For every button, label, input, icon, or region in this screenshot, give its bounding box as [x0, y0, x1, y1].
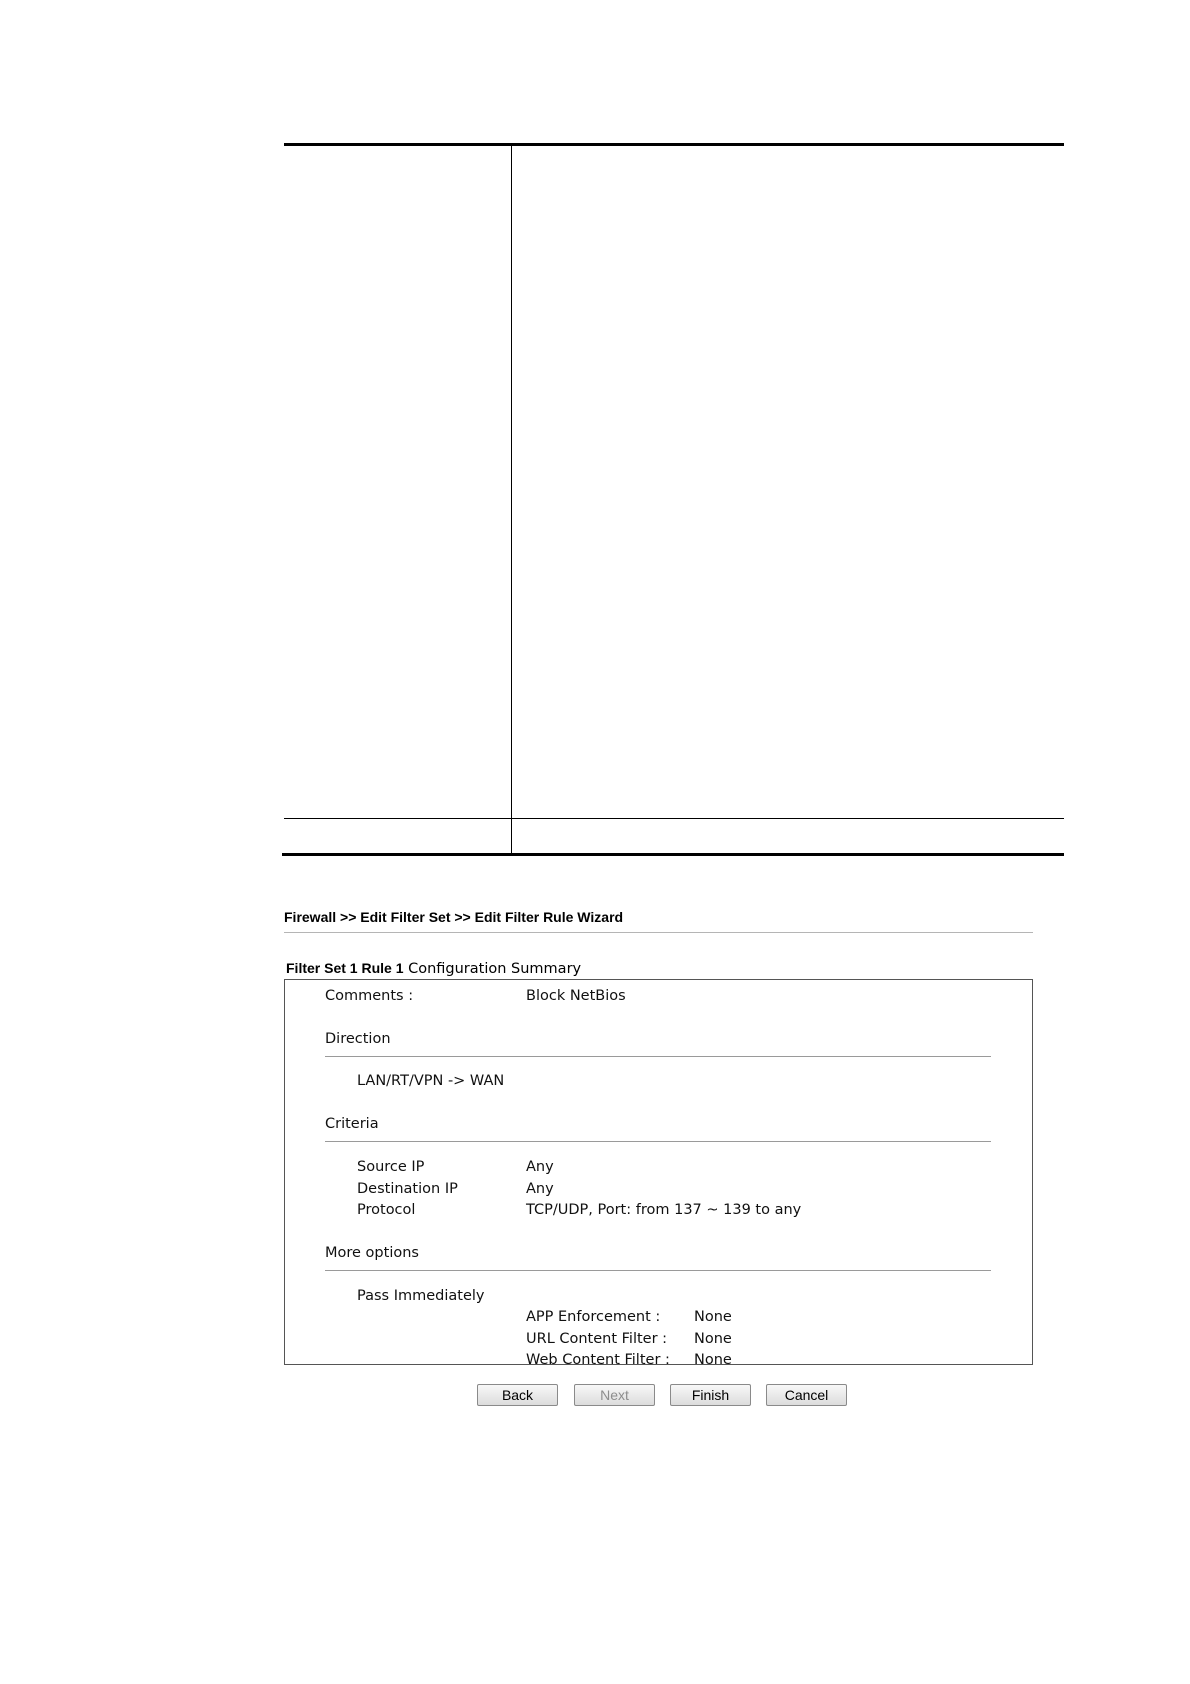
summary-title: [286, 960, 581, 977]
criteria-heading: Criteria: [325, 1116, 379, 1132]
summary-title-rest: Configuration Summary: [403, 961, 582, 977]
cancel-button[interactable]: Cancel: [766, 1384, 847, 1406]
protocol-label: Protocol: [357, 1202, 416, 1218]
url-content-filter-label: URL Content Filter :: [526, 1331, 668, 1347]
table-column-divider: [511, 143, 512, 856]
comments-value: Block NetBios: [526, 988, 626, 1004]
table-top-rule: [284, 143, 1064, 146]
pass-immediately-label: Pass Immediately: [357, 1288, 485, 1304]
document-table: [284, 143, 1064, 856]
direction-divider: [325, 1056, 991, 1057]
more-options-divider: [325, 1270, 991, 1271]
app-enforcement-label: APP Enforcement :: [526, 1309, 661, 1325]
back-button[interactable]: Back: [477, 1384, 558, 1406]
breadcrumb-divider: [284, 932, 1033, 933]
more-options-heading: More options: [325, 1245, 419, 1261]
app-enforcement-value: None: [694, 1309, 732, 1325]
criteria-divider: [325, 1141, 991, 1142]
web-content-filter-value: None: [694, 1352, 732, 1368]
breadcrumb: Firewall >> Edit Filter Set >> Edit Filter Rule Wizard: [284, 909, 624, 925]
protocol-value: TCP/UDP, Port: from 137 ~ 139 to any: [526, 1202, 802, 1218]
url-content-filter-value: None: [694, 1331, 732, 1347]
comments-label: Comments :: [325, 988, 414, 1004]
finish-button[interactable]: Finish: [670, 1384, 751, 1406]
direction-value: LAN/RT/VPN -> WAN: [357, 1073, 505, 1089]
source-ip-value: Any: [526, 1159, 554, 1175]
destination-ip-value: Any: [526, 1181, 554, 1197]
web-content-filter-label: Web Content Filter :: [526, 1352, 670, 1368]
next-button[interactable]: Next: [574, 1384, 655, 1406]
table-row-divider: [284, 818, 1064, 819]
direction-heading: Direction: [325, 1031, 391, 1047]
table-bottom-rule: [282, 853, 1064, 856]
summary-title-bold: Filter Set 1 Rule 1: [286, 960, 404, 976]
source-ip-label: Source IP: [357, 1159, 425, 1175]
configuration-summary-box: [284, 979, 1033, 1368]
destination-ip-label: Destination IP: [357, 1181, 458, 1197]
